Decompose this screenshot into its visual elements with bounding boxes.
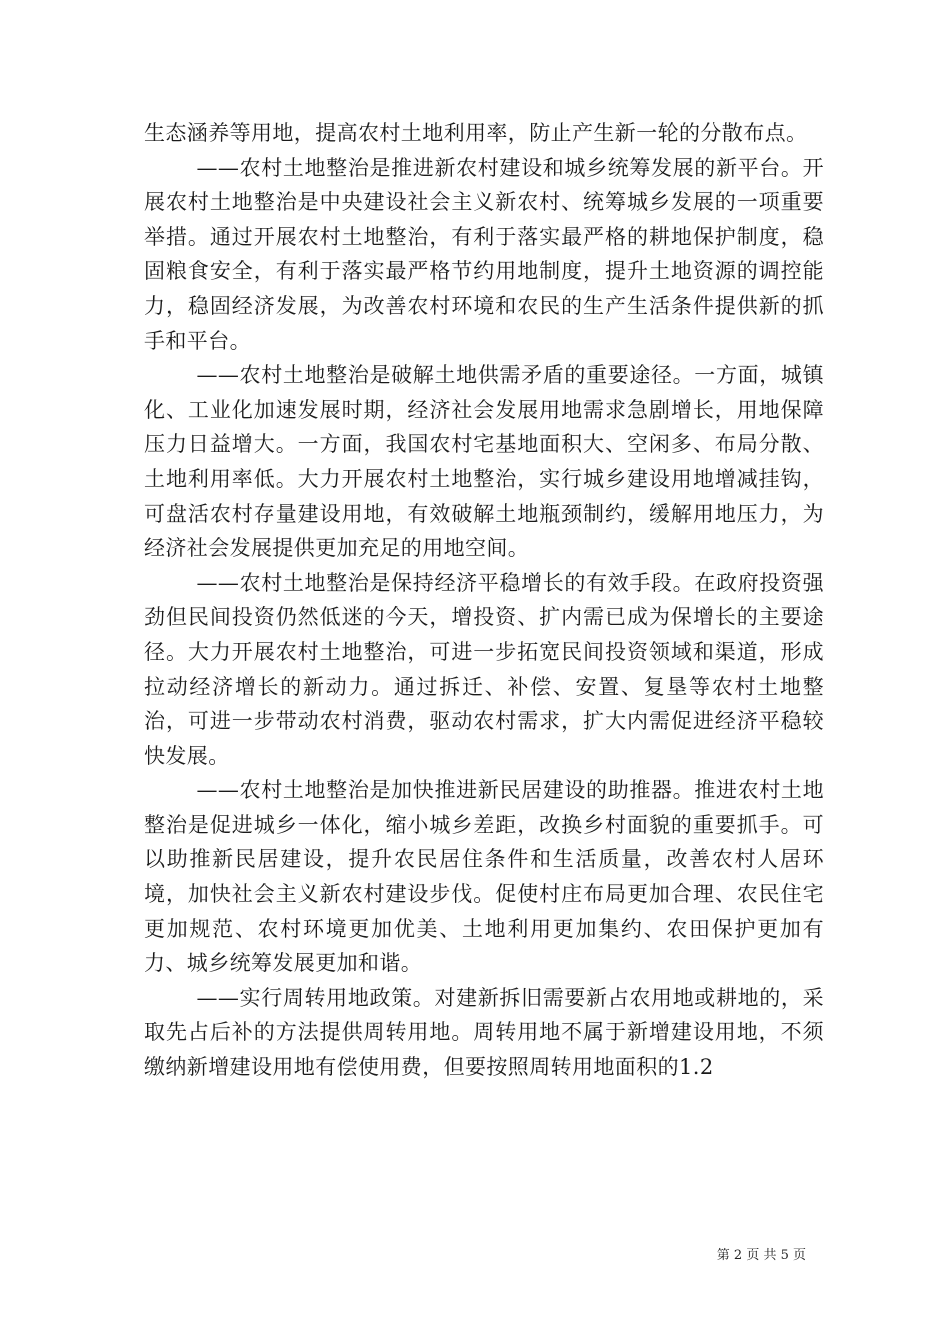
document-body <box>144 116 824 1085</box>
paragraph-turnover-land: ——实行周转用地政策。对建新拆旧需要新占农用地或耕地的，采取先占后补的方法提供周转用地。周转用地不属于新增建设用地，不须缴纳新增建设用地有偿使用费，但要按照周转用地面积的1.2 <box>144 985 824 1080</box>
paragraph-new-residence: ——农村土地整治是加快推进新民居建设的助推器。推进农村土地整治是促进城乡一体化，缩小城乡差距，改换乡村面貌的重要抓手。可以助推新民居建设，提升农民居住条件和生活质量，改善农村人居环境，加快社会主义新农村建设步伐。促使村庄布局更加合理、农民住宅更加规范、农村环境更加优美、土地利用更加集约、农田保护更加有力、城乡统筹发展更加和谐。 <box>144 778 824 976</box>
paragraph-new-platform: ——农村土地整治是推进新农村建设和城乡统筹发展的新平台。开展农村土地整治是中央建设社会主义新农村、统筹城乡发展的一项重要举措。通过开展农村土地整治，有利于落实最严格的耕地保护制度，稳固粮食安全，有利于落实最严格节约用地制度，提升土地资源的调控能力，稳固经济发展，为改善农村环境和农民的生产生活条件提供新的抓手和平台。 <box>144 155 824 353</box>
paragraph-economic-growth: ——农村土地整治是保持经济平稳增长的有效手段。在政府投资强劲但民间投资仍然低迷的今天，增投资、扩内需已成为保增长的主要途径。大力开展农村土地整治，可进一步拓宽民间投资领域和渠道，形成拉动经济增长的新动力。通过拆迁、补偿、安置、复垦等农村土地整治，可进一步带动农村消费，驱动农村需求，扩大内需促进经济平稳较快发展。 <box>144 570 824 768</box>
paragraph-land-supply: ——农村土地整治是破解土地供需矛盾的重要途径。一方面，城镇化、工业化加速发展时期，经济社会发展用地需求急剧增长，用地保障压力日益增大。一方面，我国农村宅基地面积大、空闲多、布局分散、土地利用率低。大力开展农村土地整治，实行城乡建设用地增减挂钩，可盘活农村存量建设用地，有效破解土地瓶颈制约，缓解用地压力，为经济社会发展提供更加充足的用地空间。 <box>144 363 824 561</box>
paragraph-continued: 生态涵养等用地，提高农村土地利用率，防止产生新一轮的分散布点。 <box>144 121 808 145</box>
page-number-footer: 第 2 页 共 5 页 <box>716 1248 806 1263</box>
